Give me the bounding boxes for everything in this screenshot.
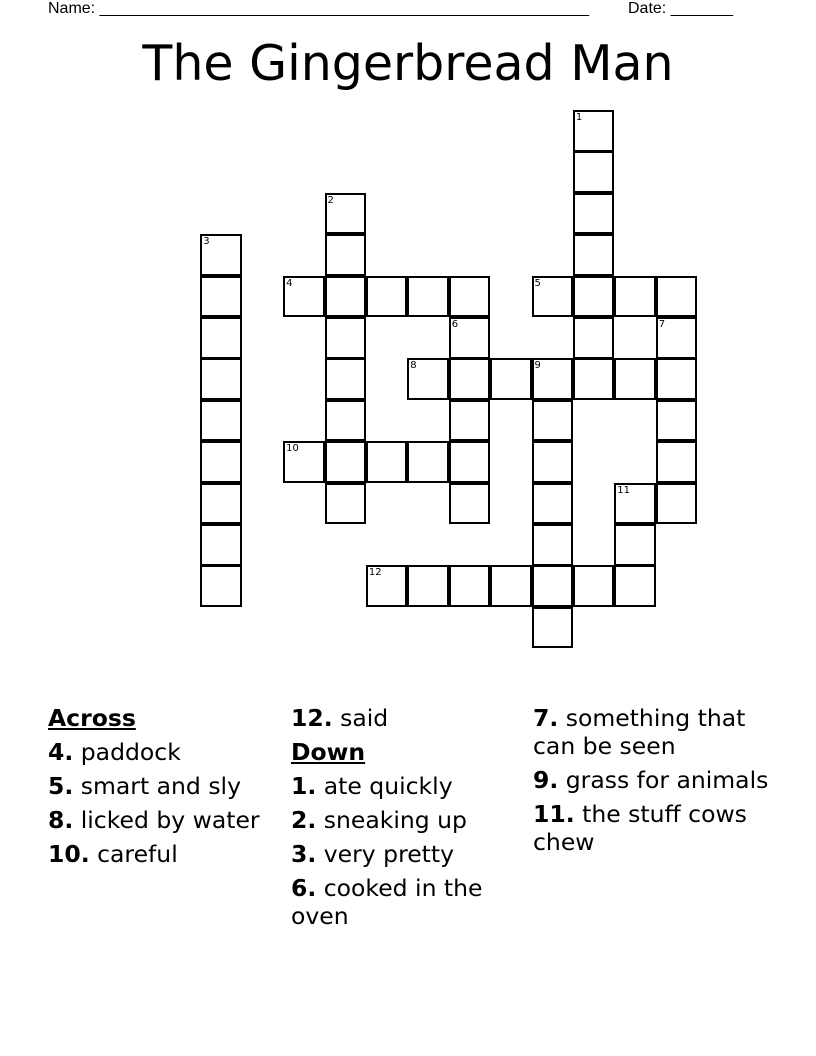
clue-number-label: 11 xyxy=(617,484,631,496)
crossword-cell[interactable] xyxy=(325,317,367,359)
crossword-cell[interactable] xyxy=(200,400,242,442)
clue-number-label: 6 xyxy=(451,319,459,330)
clue-number-label: 12 xyxy=(368,567,382,579)
crossword-cell[interactable] xyxy=(573,193,615,235)
crossword-cell[interactable] xyxy=(449,276,491,318)
crossword-cell[interactable] xyxy=(573,358,615,400)
clue-number: 10. xyxy=(48,840,90,868)
clue-number: 12. xyxy=(291,704,333,732)
crossword-cell[interactable] xyxy=(200,317,242,359)
crossword-cell[interactable] xyxy=(532,565,574,607)
clue-text: sneaking up xyxy=(316,806,467,834)
crossword-cell[interactable] xyxy=(573,110,615,152)
crossword-cell[interactable] xyxy=(200,441,242,483)
crossword-cell[interactable] xyxy=(366,276,408,318)
crossword-cell[interactable] xyxy=(614,524,656,566)
crossword-cell[interactable] xyxy=(449,483,491,525)
crossword-cell[interactable] xyxy=(532,276,574,318)
clue-text: grass for animals xyxy=(558,766,769,794)
crossword-cell[interactable] xyxy=(656,483,698,525)
clue-number-label: 9 xyxy=(534,360,541,372)
crossword-cell[interactable] xyxy=(656,441,698,483)
crossword-cell[interactable] xyxy=(573,234,615,276)
clue-number-label: 4 xyxy=(286,277,293,289)
down-heading: Down xyxy=(291,738,366,766)
clue-number: 9. xyxy=(533,766,559,794)
clue-text: licked by water xyxy=(73,806,260,834)
clue-number-label: 7 xyxy=(658,319,666,330)
crossword-cell[interactable] xyxy=(656,276,698,318)
clue-number-label: 3 xyxy=(203,236,210,248)
crossword-cell[interactable] xyxy=(614,565,656,607)
crossword-cell[interactable] xyxy=(490,565,532,607)
clue-text: something that can be seen xyxy=(533,704,746,760)
clue-across-10 xyxy=(48,840,268,868)
crossword-cell[interactable] xyxy=(325,234,367,276)
clue-across-12 xyxy=(291,704,511,732)
clue-across-4 xyxy=(48,738,268,766)
crossword-cell[interactable] xyxy=(573,151,615,193)
crossword-cell[interactable] xyxy=(573,317,615,359)
clues-column-1 xyxy=(48,704,268,874)
crossword-cell[interactable] xyxy=(532,524,574,566)
crossword-cell[interactable] xyxy=(325,483,367,525)
clue-number: 7. xyxy=(533,704,559,732)
clue-down-2 xyxy=(291,806,511,834)
crossword-cell[interactable] xyxy=(200,483,242,525)
crossword-cell[interactable] xyxy=(532,400,574,442)
clue-across-5 xyxy=(48,772,268,800)
crossword-cell[interactable] xyxy=(283,276,325,318)
clue-down-9 xyxy=(533,766,783,794)
crossword-cell[interactable] xyxy=(656,400,698,442)
crossword-cell[interactable] xyxy=(449,317,491,359)
clue-number: 5. xyxy=(48,772,74,800)
clue-down-7 xyxy=(533,704,783,760)
clue-down-11 xyxy=(533,800,783,856)
clue-across-8 xyxy=(48,806,268,834)
clue-text: paddock xyxy=(73,738,181,766)
crossword-cell[interactable] xyxy=(449,358,491,400)
clue-number: 3. xyxy=(291,840,317,868)
date-field[interactable]: Date: _______ xyxy=(628,0,733,17)
clue-number-label: 8 xyxy=(410,360,417,372)
clue-text: ate quickly xyxy=(316,772,453,800)
crossword-cell[interactable] xyxy=(614,276,656,318)
crossword-cell[interactable] xyxy=(407,358,449,400)
crossword-cell[interactable] xyxy=(573,565,615,607)
clue-number-label: 5 xyxy=(534,277,541,289)
crossword-cell[interactable] xyxy=(449,441,491,483)
crossword-cell[interactable] xyxy=(325,276,367,318)
crossword-cell[interactable] xyxy=(200,565,242,607)
clue-text: smart and sly xyxy=(73,772,241,800)
page-title: The Gingerbread Man xyxy=(142,35,674,92)
crossword-cell[interactable] xyxy=(325,193,367,235)
clue-number: 4. xyxy=(48,738,74,766)
clue-text: said xyxy=(332,704,389,732)
clue-number: 6. xyxy=(291,874,317,902)
clue-number: 8. xyxy=(48,806,74,834)
crossword-cell[interactable] xyxy=(532,607,574,649)
clue-text: cooked in the oven xyxy=(291,874,483,930)
crossword-cell[interactable] xyxy=(366,565,408,607)
name-field[interactable]: Name: _______________________________________________________ xyxy=(48,0,589,17)
clues-column-3 xyxy=(533,704,783,862)
clue-text: careful xyxy=(89,840,178,868)
crossword-cell[interactable] xyxy=(200,276,242,318)
crossword-cell[interactable] xyxy=(614,358,656,400)
clue-text: very pretty xyxy=(316,840,455,868)
crossword-cell[interactable] xyxy=(614,483,656,525)
crossword-cell[interactable] xyxy=(200,524,242,566)
crossword-cell[interactable] xyxy=(449,565,491,607)
crossword-cell[interactable] xyxy=(283,441,325,483)
crossword-cell[interactable] xyxy=(532,358,574,400)
clue-number-label: 10 xyxy=(286,443,299,455)
crossword-cell[interactable] xyxy=(200,234,242,276)
crossword-cell[interactable] xyxy=(407,276,449,318)
crossword-cell[interactable] xyxy=(325,400,367,442)
crossword-cell[interactable] xyxy=(656,317,698,359)
clue-number: 11. xyxy=(533,800,575,828)
crossword-cell[interactable] xyxy=(366,441,408,483)
clue-number-label: 2 xyxy=(327,194,334,206)
crossword-cell[interactable] xyxy=(532,483,574,525)
crossword-cell[interactable] xyxy=(325,441,367,483)
clues-column-2 xyxy=(291,704,511,936)
clue-down-1 xyxy=(291,772,511,800)
clue-number: 1. xyxy=(291,772,317,800)
crossword-cell[interactable] xyxy=(407,441,449,483)
across-heading: Across xyxy=(48,704,136,732)
crossword-cell[interactable] xyxy=(573,276,615,318)
crossword-cell[interactable] xyxy=(325,358,367,400)
crossword-cell[interactable] xyxy=(200,358,242,400)
clue-down-3 xyxy=(291,840,511,868)
clue-text: the stuff cows chew xyxy=(533,800,747,856)
crossword-cell[interactable] xyxy=(532,441,574,483)
clue-number-label: 1 xyxy=(575,112,583,123)
crossword-cell[interactable] xyxy=(490,358,532,400)
crossword-cell[interactable] xyxy=(407,565,449,607)
clue-down-6 xyxy=(291,874,511,930)
clue-number: 2. xyxy=(291,806,317,834)
crossword-cell[interactable] xyxy=(656,358,698,400)
crossword-cell[interactable] xyxy=(449,400,491,442)
